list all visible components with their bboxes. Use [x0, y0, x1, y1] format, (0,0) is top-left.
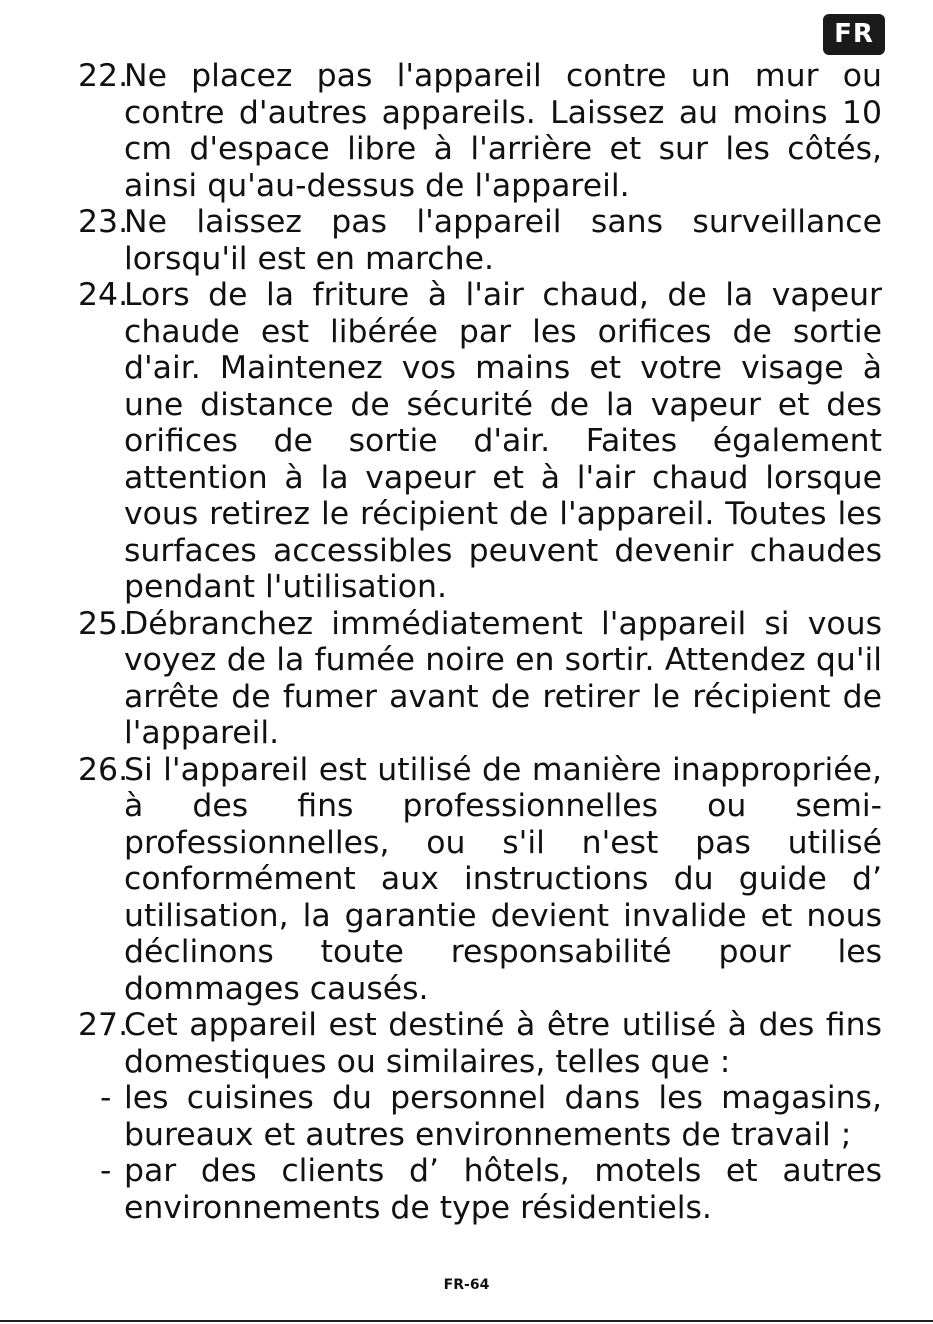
list-item	[78, 277, 882, 606]
list-item	[78, 204, 882, 277]
safety-instructions-list	[78, 58, 882, 1226]
item-number: 27.	[78, 1007, 129, 1043]
item-text: Ne placez pas l'appareil contre un mur ou contre d'autres appareils. Laissez au moins 10 cm d'espace libre à l'arrière et sur les côtés, ainsi qu'au-dessus de l'appareil.	[124, 58, 882, 204]
list-item	[78, 58, 882, 204]
language-badge: FR	[823, 14, 885, 55]
item-number: 26.	[78, 751, 129, 788]
item-text: Débranchez immédiatement l'appareil si vous voyez de la fumée noire en sortir. Attendez qu'il arrête de fumer avant de retirer le récipient de l'appareil.	[124, 605, 882, 751]
item-text: Lors de la friture à l'air chaud, de la vapeur chaude est libérée par les orifices de sortie d'air. Maintenez vos mains et votre visage à une distance de sécurité de la vapeur et des orifices de sortie d'air. Faites également attention à la vapeur et à l'air chaud lorsque vous retirez le récipient de l'appareil. Toutes les surfaces accessibles peuvent devenir chaudes pendant l'utilisation.	[124, 277, 882, 605]
item-number: 23.	[78, 204, 129, 240]
list-item	[78, 606, 882, 752]
item-text: Si l'appareil est utilisé de manière inappropriée, à des fins professionnelles ou semi-professionnelles, ou s'il n'est pas utilisé conformément aux instructions du guide d’ utilisation, la garantie devient invalide et nous déclinons toute responsabilité pour les dommages causés.	[124, 751, 882, 1007]
page-number: FR-64	[443, 1277, 490, 1293]
list-item	[78, 1007, 882, 1080]
item-number: 25.	[78, 605, 129, 642]
item-number: 24.	[78, 277, 129, 313]
sub-list-item	[78, 1153, 882, 1226]
bullet-dash: -	[100, 1080, 112, 1116]
list-item	[78, 752, 882, 1008]
sub-item-text: les cuisines du personnel dans les magasins, bureaux et autres environnements de travail ;	[124, 1080, 882, 1153]
item-number: 22.	[78, 58, 129, 94]
item-text: Ne laissez pas l'appareil sans surveillance lorsqu'il est en marche.	[124, 204, 882, 277]
sub-list-item	[78, 1080, 882, 1153]
bottom-divider	[0, 1320, 933, 1322]
sub-item-text: par des clients d’ hôtels, motels et autres environnements de type résidentiels.	[124, 1153, 882, 1226]
item-text: Cet appareil est destiné à être utilisé à des fins domestiques ou similaires, telles que :	[124, 1007, 882, 1080]
bullet-dash: -	[100, 1153, 112, 1189]
